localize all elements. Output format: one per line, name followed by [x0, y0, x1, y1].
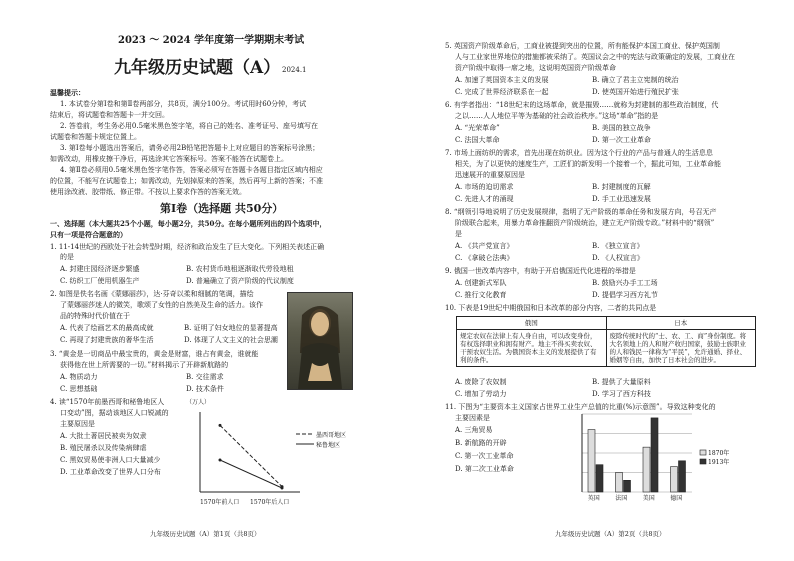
- q6-option-b[interactable]: B. 美国的独立战争: [592, 124, 651, 132]
- q7-option-c[interactable]: C. 先进人才的涌现: [455, 195, 514, 203]
- q3-option-a[interactable]: A. 物质动力: [60, 373, 98, 381]
- q8-option-c[interactable]: C. 《拿破仑法典》: [455, 254, 514, 262]
- q7-stem-2: 相关，为了以更快的速度生产，工匠们的新发明一个接着一个，掘此可知，工业革命能: [455, 160, 721, 168]
- q11-option-a[interactable]: A. 三角贸易: [455, 426, 493, 434]
- q2-stem-1: 2. 如图是佚名名画《蒙娜丽莎》，达·芬奇以柔和细腻的笔调，描绘: [50, 290, 254, 298]
- q9-option-b[interactable]: B. 鼓励兴办手工工场: [592, 279, 658, 287]
- chart-x-label-1: 1570年前人口: [200, 499, 240, 506]
- data-point: [219, 424, 222, 427]
- notice-line: 如需改动，用橡皮擦干净后，再选涂其它答案标号。答案不能答在试题卷上。: [50, 155, 288, 163]
- q6-stem-2: 之以……人人地位平等为基础的社会政治秩序。”这场“革命”指的是: [455, 112, 659, 120]
- bar-德国-1913年: [679, 461, 686, 492]
- q3-option-c[interactable]: C. 思想基础: [60, 385, 98, 393]
- page-title: 九年级历史试题（A）: [114, 58, 281, 78]
- table-cell-japan: 废除传统时代的“士、农、工、商”身份制度。将大名领地上的人和财产收归国家，鼓励士族职业的人和钱民一律称为“平民”，允许通婚、择业、婚姻等自由，加快了日本社会的进步。: [606, 330, 756, 367]
- industry-share-bar-chart: [572, 410, 752, 502]
- chart-unit: （万人）: [186, 399, 211, 406]
- q6-option-a[interactable]: A. “光荣革命”: [455, 124, 500, 132]
- q5-stem-1: 5. 英国资产阶级革命后，工商业被提到突出的位置，所有能保护本国工商业、保护英国制: [445, 42, 720, 50]
- q5-option-b[interactable]: B. 确立了君主立宪制的统治: [592, 76, 679, 84]
- q4-stem-2: 口变动”图，据动该地区人口锐减的: [60, 409, 169, 417]
- q1-option-b[interactable]: B. 农村货币地租逐渐取代劳役地租: [186, 265, 294, 273]
- q6-stem-1: 6. 有学者指出：“18世纪末的这场革命，就是摧毁……就称为封建制的那些政治制度，代: [445, 101, 719, 109]
- q10-option-c[interactable]: C. 增加了劳动力: [455, 390, 507, 398]
- q7-stem-3: 迅速展开的重要原因是: [455, 171, 525, 179]
- data-point: [219, 459, 222, 462]
- series-line-1: [220, 460, 282, 488]
- bar-英国-1913年: [596, 465, 603, 492]
- q10-option-b[interactable]: B. 提供了大量原料: [592, 378, 651, 386]
- bar-美国-1870年: [643, 447, 650, 492]
- table-header-russia: 俄国: [457, 317, 607, 330]
- q11-option-b[interactable]: B. 新航路的开辟: [455, 439, 507, 447]
- q8-stem-3: 是: [455, 230, 462, 238]
- legend-label: 1870年: [708, 450, 730, 457]
- notice-line: 3. 第Ⅰ卷每小题选出答案后，请务必用2B铅笔把答题卡上对应题目的答案标号涂黑；: [60, 144, 320, 152]
- q9-option-d[interactable]: D. 提倡学习西方礼节: [592, 291, 658, 299]
- bar-英国-1870年: [588, 430, 595, 492]
- mona-lisa-image: [287, 292, 353, 390]
- q1-option-c[interactable]: C. 纺织工厂使用机器生产: [60, 277, 140, 285]
- q7-option-d[interactable]: D. 手工业迅速发展: [592, 195, 651, 203]
- section-title: 第Ⅰ卷（选择题 共50分）: [160, 202, 284, 215]
- q2-stem-3: 品的特殊时代价值在于: [60, 312, 130, 320]
- notice-title: 温馨提示：: [50, 88, 85, 97]
- category-label: 美国: [642, 495, 655, 502]
- legend-swatch: [700, 450, 706, 455]
- notice-line: 1. 本试卷分第Ⅰ卷和第Ⅱ卷两部分，共8页，满分100分。考试用时60分钟，考试: [60, 100, 307, 108]
- q8-option-b[interactable]: B. 《独立宣言》: [592, 242, 644, 250]
- reform-table: [456, 316, 756, 367]
- q10-stem: 10. 下表是19世纪中期俄国和日本改革的部分内容，二者的共同点是: [445, 304, 657, 312]
- notice-line: 试题卷和答题卡规定位置上。: [50, 133, 141, 141]
- q7-option-b[interactable]: B. 封建制度的瓦解: [592, 183, 651, 191]
- bar-法国-1913年: [624, 480, 631, 492]
- category-label: 法国: [615, 495, 628, 502]
- q4-option-a[interactable]: A. 大批土著居民被卖为奴隶: [60, 432, 147, 440]
- series-line-0: [220, 425, 282, 486]
- q2-stem-2: 了蒙娜丽莎迷人的微笑，歌颂了女性的自然美及生命的活力。该作: [60, 301, 263, 309]
- q8-option-a[interactable]: A. 《共产党宣言》: [455, 242, 514, 250]
- legend-swatch: [700, 459, 706, 464]
- q2-option-a[interactable]: A. 代表了绘画艺术的最高成就: [60, 324, 154, 332]
- q5-stem-2: 人与工业家世界地位的措施都被采纳了。英国议会之中的宪法与政策确定的发展，工商业在: [455, 53, 735, 61]
- legend-mexico: 墨西哥地区: [316, 432, 347, 439]
- footer-page-2: 九年级历史试题（A）第2页（共8页）: [555, 530, 666, 538]
- chart-x-label-2: 1570年后人口: [250, 499, 290, 506]
- legend-peru: 秘鲁地区: [316, 442, 341, 449]
- q5-option-c[interactable]: C. 完成了世界经济联系在一起: [455, 88, 549, 96]
- q11-stem-1: 11. 下图为“主要资本主义国家占世界工业生产总值的比重(%)示意图”。导致这种变化的: [445, 403, 716, 411]
- q1-stem-2: 的是: [60, 253, 74, 261]
- q3-stem-2: 获得他在世上所需要的一切。”材料揭示了开辟新航路的: [60, 361, 229, 369]
- table-cell-russia: 规定农奴在法律上有人身自由，可以改变身份，有权选择职业和拥有财产。地主不得买卖农奴、干预农奴生活。为俄国资本主义的发展提供了有利的条件。: [457, 330, 607, 367]
- q8-stem-1: 8. “纲领引导地说明了历史发展规律，指明了无产阶级的革命任务和发展方向，号召无产: [445, 208, 717, 216]
- notice-line: 2. 答卷前，考生务必用0.5毫米黑色签字笔，将自己的姓名、准考证号、座号填写在: [60, 122, 319, 130]
- population-line-chart: [186, 406, 386, 498]
- exam-date: 2024.1: [282, 66, 307, 74]
- exam-header: 2023 ～ 2024 学年度第一学期期末考试: [118, 35, 305, 46]
- data-point: [281, 487, 284, 490]
- q5-stem-3: 资产阶级中取得一席之地，这说明英国资产阶级革命: [455, 64, 616, 72]
- q2-option-d[interactable]: D. 体现了人文主义的社会思潮: [184, 336, 278, 344]
- table-header-row: [457, 317, 756, 330]
- q2-option-b[interactable]: B. 证明了妇女地位的显著提高: [184, 324, 278, 332]
- q3-option-b[interactable]: B. 交往需求: [186, 373, 224, 381]
- q11-option-d[interactable]: D. 第二次工业革命: [455, 465, 514, 473]
- q9-option-a[interactable]: A. 创建新式军队: [455, 279, 507, 287]
- bar-美国-1913年: [651, 418, 658, 492]
- bar-德国-1870年: [671, 467, 678, 492]
- legend-label: 1913年: [708, 459, 730, 466]
- q1-stem-1: 1. 11-14世纪的西欧处于社会转型时期，经济和政治发生了巨大变化。下列相关表述正确: [50, 243, 325, 251]
- notice-line: 的位置，不能写在试题卷上；如需改动，先划掉原来的答案，然后再写上新的答案；不准: [50, 177, 323, 185]
- q1-option-d[interactable]: D. 普遍确立了资产阶级的代议制度: [186, 277, 294, 285]
- category-label: 英国: [587, 495, 600, 502]
- q7-stem-1: 7. 市场上面纺织的需求，首先出现在纺织业。因为这个行业的产品与普通人的生活息息: [445, 149, 713, 157]
- table-row: [457, 330, 756, 367]
- q9-option-c[interactable]: C. 推行文化教育: [455, 291, 507, 299]
- q9-stem: 9. 俄国一世改革内容中，有助于开启俄国近代化进程的举措是: [445, 267, 636, 275]
- instr-line-2: 只有一项是符合题意的）: [50, 230, 127, 239]
- notice-line: 使用涂改液、胶带纸、修正带。不按以上要求作答的答案无效。: [50, 188, 246, 196]
- category-label: 德国: [670, 495, 683, 502]
- q5-option-a[interactable]: A. 加速了英国资本主义的发展: [455, 76, 549, 84]
- q4-stem-3: 主要原因是: [60, 420, 95, 428]
- footer-page-1: 九年级历史试题（A）第1页（共8页）: [150, 530, 261, 538]
- notice-line: 结束后，将试题卷和答题卡一并交回。: [50, 111, 169, 119]
- q10-option-a[interactable]: A. 废除了农奴制: [455, 378, 507, 386]
- notice-line: 4. 第Ⅱ卷必须用0.5毫米黑色签字笔作答，答案必须写在答题卡各题目指定区域内相应: [60, 166, 323, 174]
- q2-option-c[interactable]: C. 再现了封建贵族的奢华生活: [60, 336, 154, 344]
- q11-option-c[interactable]: C. 第一次工业革命: [455, 452, 514, 460]
- q4-option-c[interactable]: C. 黑奴贸易使非洲人口大量减少: [60, 456, 161, 464]
- q4-option-b[interactable]: B. 殖民屠杀以及传染病肆虐: [60, 444, 147, 452]
- q6-option-d[interactable]: D. 第一次工业革命: [592, 136, 651, 144]
- q3-stem-1: 3. “黄金是一切商品中最宝贵的，黄金是财富，谁占有黄金，谁就能: [50, 350, 259, 358]
- q3-option-d[interactable]: D. 技术条件: [186, 385, 224, 393]
- q4-stem-1: 4. 读“1570年前墨西哥和秘鲁地区人: [50, 398, 165, 406]
- q7-option-a[interactable]: A. 市场的迫切需求: [455, 183, 514, 191]
- q8-option-d[interactable]: D. 《人权宣言》: [592, 254, 644, 262]
- instr-line-1: 一、选择题（本大题共25个小题，每小题2分，共50分。在每小题所列出的四个选项中，: [50, 219, 327, 228]
- table-header-japan: 日本: [606, 317, 756, 330]
- q6-option-c[interactable]: C. 法国大革命: [455, 136, 500, 144]
- q1-option-a[interactable]: A. 封建庄园经济逐步繁盛: [60, 265, 140, 273]
- q5-option-d[interactable]: D. 使英国开始进行殖民扩张: [592, 88, 679, 96]
- q4-option-d[interactable]: D. 工业革命改变了世界人口分布: [60, 468, 161, 476]
- q10-option-d[interactable]: D. 学习了西方科技: [592, 390, 651, 398]
- bar-法国-1870年: [616, 473, 623, 493]
- q8-stem-2: 阶级联合起来，用暴力革命推翻资产阶级统治，建立无产阶级专政。”材料中的“纲领”: [455, 219, 715, 227]
- q11-stem-2: 主要因素是: [455, 414, 490, 422]
